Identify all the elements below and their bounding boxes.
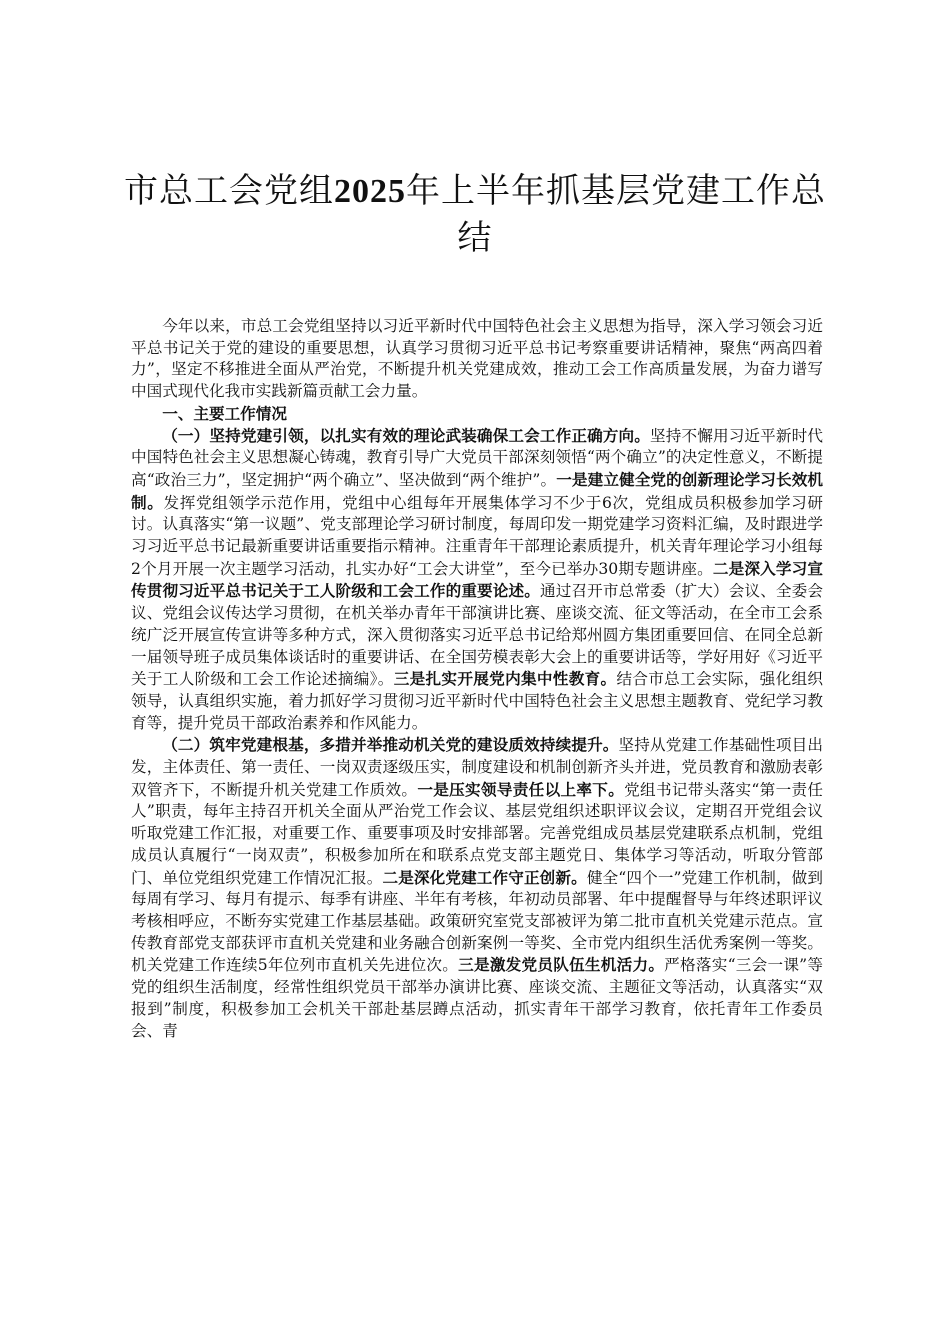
paragraph-2-text-1: 坚持从党建工作基础性项目出发，主体责任、第一责任、一岗双责逐级压实，制度建设和机制创新齐头并进，党员教育和激励表彰双管齐下，不断提升机关党建工作质效。 [131, 736, 823, 799]
paragraph-1-text-4: 结合市总工会实际，强化组织领导，认真组织实施，着力抓好学习贯彻习近平新时代中国特色社会主义思想主题教育、党纪学习教育等，提升党员干部政治素养和作风能力。 [131, 670, 823, 732]
paragraph-2 [131, 734, 823, 1042]
paragraph-2-point-3: 三是激发党员队伍生机活力。 [458, 955, 665, 975]
title-suffix: 年上半年抓基层党建工作总结 [406, 171, 826, 258]
paragraph-1-text-1: 坚持不懈用习近平新时代中国特色社会主义思想凝心铸魂，教育引导广大党员干部深刻领悟“两个确立”的决定性意义，不断提高“政治三力”，坚定拥护“两个确立”、坚决做到“两个维护”。 [131, 426, 823, 489]
paragraph-2-text-4: 严格落实“三会一课”等党的组织生活制度，经常性组织党员干部举办演讲比赛、座谈交流、主题征文等活动，认真落实“双报到”制度，积极参加工会机关干部赴基层蹲点活动，抓实青年干部学习教育，依托青年工作委员会、青 [131, 956, 823, 1040]
paragraph-1-text-2: 发挥党组领学示范作用，党组中心组每年开展集体学习不少于6次，党组成员积极参加学习研讨。认真落实“第一议题”、党支部理论学习研讨制度，每周印发一期党建学习资料汇编，及时跟进学习习近平总书记最新重要讲话重要指示精神。注重青年干部理论素质提升，机关青年理论学习小组每2个月开展一次主题学习活动，扎实办好“工会大讲堂”，至今已举办30期专题讲座。 [131, 493, 823, 578]
title-year: 2025 [334, 173, 406, 210]
paragraph-1-point-2: 二是深入学习宣传贯彻习近平总书记关于工人阶级和工会工作的重要论述。 [131, 558, 823, 601]
paragraph-2-text-2: 党组书记带头落实“第一责任人”职责，每年主持召开机关全面从严治党工作会议、基层党组织述职评议会议，定期召开党组会议听取党建工作汇报，对重要工作、重要事项及时安排部署。完善党组成员基层党建联系点机制，党组成员认真履行“一岗双责”，积极参加所在和联系点党支部主题党日、集体学习等活动，听取分管部门、单位党组织党建工作情况汇报。 [131, 780, 823, 887]
paragraph-2-point-2: 二是深化党建工作守正创新。 [382, 867, 587, 887]
paragraph-1-point-1: 一是建立健全党的创新理论学习长效机制。 [131, 469, 823, 512]
paragraph-2-point-1: 一是压实领导责任以上率下。 [417, 779, 625, 799]
paragraph-2-lead: （二）筑牢党建根基，多措并举推动机关党的建设质效持续提升。 [162, 735, 619, 755]
document-title [120, 168, 830, 261]
document-body [131, 316, 823, 1042]
paragraph-1-lead: （一）坚持党建引领，以扎实有效的理论武装确保工会工作正确方向。 [162, 425, 651, 445]
paragraph-1-point-3: 三是扎实开展党内集中性教育。 [393, 669, 617, 689]
title-prefix: 市总工会党组 [124, 171, 334, 211]
paragraph-1-text-3: 通过召开市总常委（扩大）会议、全委会议、党组会议传达学习贯彻，在机关举办青年干部演讲比赛、座谈交流、征文等活动，在全市工会系统广泛开展宣传宣讲等多种方式，深入贯彻落实习近平总书记给郑州圆方集团重要回信、在同全总新一届领导班子成员集体谈话时的重要讲话、在全国劳模表彰大会上的重要讲话等，学好用好《习近平关于工人阶级和工会工作论述摘编》。 [131, 582, 823, 689]
paragraph-2-text-3: 健全“四个一”党建工作机制，做到每周有学习、每月有提示、每季有讲座、半年有考核，年初动员部署、年中提醒督导与年终述职评议考核相呼应，不断夯实党建工作基层基础。政策研究室党支部被评为第二批市直机关党建示范点。宣传教育部党支部获评市直机关党建和业务融合创新案例一等奖、全市党内组织生活优秀案例一等奖。机关党建工作连续5年位列市直机关先进位次。 [131, 868, 823, 975]
intro-paragraph: 今年以来，市总工会党组坚持以习近平新时代中国特色社会主义思想为指导，深入学习领会习近平总书记关于党的建设的重要思想，认真学习贯彻习近平总书记考察重要讲话精神，聚焦“两高四着力”，坚定不移推进全面从严治党，不断提升机关党建成效，推动工会工作高质量发展，为奋力谱写中国式现代化我市实践新篇贡献工会力量。 [131, 317, 823, 401]
section-heading: 一、主要工作情况 [162, 403, 287, 423]
paragraph-1 [131, 425, 823, 735]
